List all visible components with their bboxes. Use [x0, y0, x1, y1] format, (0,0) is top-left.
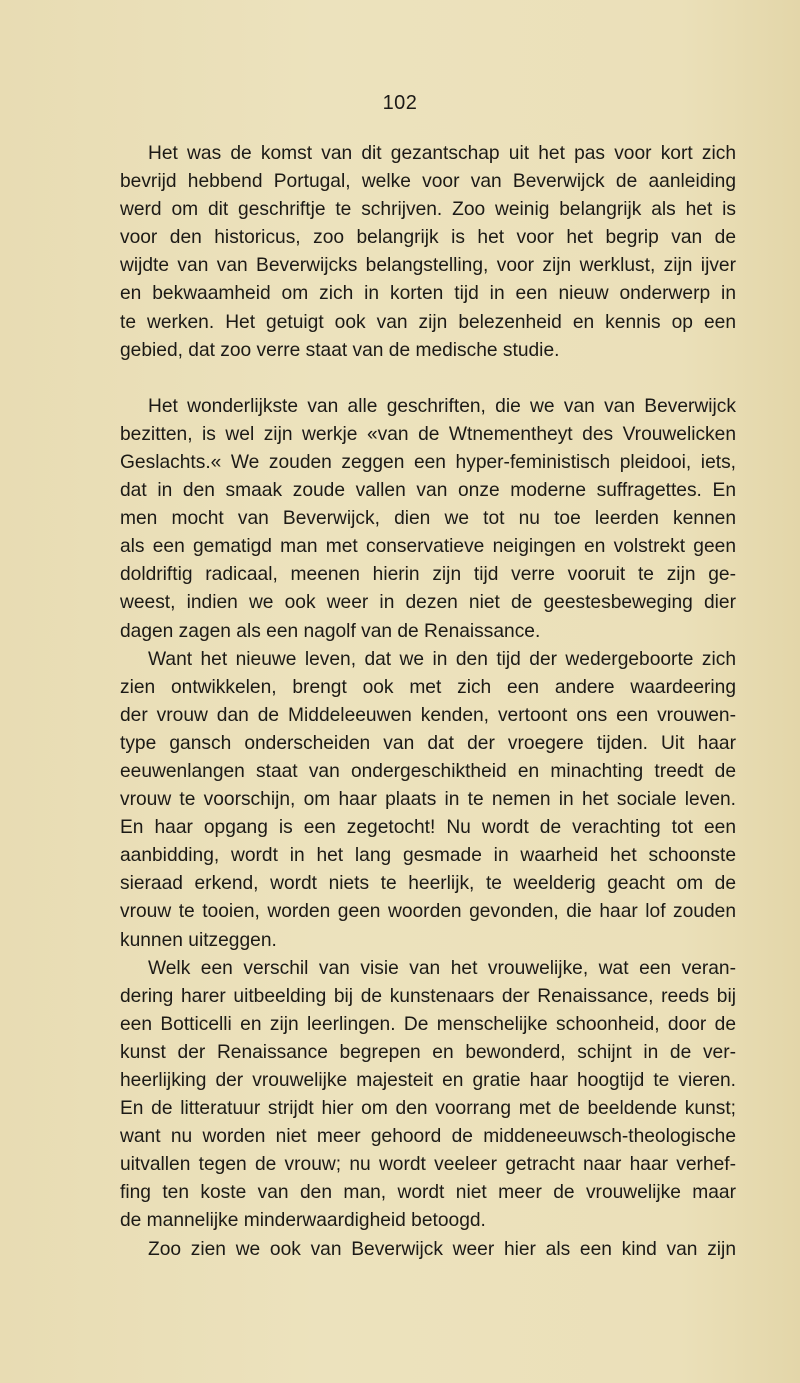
- text-line: zien ontwikkelen, brengt ook met zich een andere waardeering: [120, 676, 736, 698]
- text-line: uitvallen tegen de vrouw; nu wordt veeleer getracht naar haar verhef-: [120, 1154, 736, 1176]
- text-line: doldriftig radicaal, meenen hierin zijn tijd verre vooruit te zijn ge-: [120, 564, 736, 586]
- text-line: voor den historicus, zoo belangrijk is het voor het begrip van de: [120, 227, 736, 249]
- text-line: als een gematigd man met conservatieve neigingen en volstrekt geen: [120, 536, 736, 558]
- text-line: eeuwenlangen staat van ondergeschiktheid en minachting treedt de: [120, 760, 736, 782]
- paragraph: [120, 1236, 736, 1264]
- text-line: de mannelijke minderwaardigheid betoogd.: [120, 1210, 486, 1232]
- text-line: gebied, dat zoo verre staat van de medische studie.: [120, 339, 560, 361]
- text-line: dering harer uitbeelding bij de kunstenaars der Renaissance, reeds bij: [120, 985, 736, 1007]
- text-line: wijdte van van Beverwijcks belangstelling, voor zijn werklust, zijn ijver: [120, 255, 736, 277]
- page-number: 102: [382, 92, 418, 114]
- text-line: der vrouw dan de Middeleeuwen kenden, vertoont ons een vrouwen-: [120, 704, 736, 726]
- text-line: Zoo zien we ook van Beverwijck weer hier als een kind van zijn: [148, 1238, 736, 1260]
- text-line: Welk een verschil van visie van het vrouwelijke, wat een veran-: [148, 957, 736, 979]
- text-line: vrouw te tooien, worden geen woorden gevonden, die haar lof zouden: [120, 901, 736, 923]
- text-line: Geslachts.« We zouden zeggen een hyper-feministisch pleidooi, iets,: [120, 451, 736, 473]
- text-line: En haar opgang is een zegetocht! Nu wordt de verachting tot een: [120, 817, 736, 839]
- text-line: type gansch onderscheiden van dat der vroegere tijden. Uit haar: [120, 732, 736, 754]
- text-line: en bekwaamheid om zich in korten tijd in een nieuw onderwerp in: [120, 283, 736, 305]
- text-line: bevrijd hebbend Portugal, welke voor van Beverwijck de aanleiding: [120, 171, 736, 193]
- text-line: werd om dit geschriftje te schrijven. Zoo weinig belangrijk als het is: [120, 199, 736, 221]
- paragraph: [120, 646, 736, 955]
- text-line: een Botticelli en zijn leerlingen. De menschelijke schoonheid, door de: [120, 1013, 736, 1035]
- text-line: Het was de komst van dit gezantschap uit het pas voor kort zich: [148, 143, 736, 164]
- text-line: vrouw te voorschijn, om haar plaats in te nemen in het sociale leven.: [120, 789, 736, 811]
- text-line: Want het nieuwe leven, dat we in den tijd der wedergeboorte zich: [148, 648, 736, 670]
- text-line: fing ten koste van den man, wordt niet meer de vrouwelijke maar: [120, 1182, 736, 1204]
- text-line: sieraad erkend, wordt niets te heerlijk, te weelderig geacht om de: [120, 873, 736, 895]
- text-line: want nu worden niet meer gehoord de middeneeuwsch-theologische: [120, 1126, 736, 1148]
- text-line: Het wonderlijkste van alle geschriften, die we van van Beverwijck: [148, 395, 736, 417]
- text-line: kunnen uitzeggen.: [120, 929, 277, 951]
- text-line: bezitten, is wel zijn werkje «van de Wtnementheyt des Vrouwelicken: [120, 423, 736, 445]
- paragraph: [120, 140, 736, 365]
- text-line: kunst der Renaissance begrepen en bewonderd, schijnt in de ver-: [120, 1041, 736, 1063]
- text-line: En de litteratuur strijdt hier om den voorrang met de beeldende kunst;: [120, 1098, 736, 1120]
- text-line: te werken. Het getuigt ook van zijn belezenheid en kennis op een: [120, 311, 736, 333]
- text-line: men mocht van Beverwijck, dien we tot nu toe leerden kennen: [120, 508, 736, 530]
- text-line: weest, indien we ook weer in dezen niet de geestesbeweging dier: [120, 592, 736, 614]
- text-line: heerlijking der vrouwelijke majesteit en gratie haar hoogtijd te vieren.: [120, 1070, 736, 1091]
- paragraph: [120, 393, 736, 646]
- text-line: dat in den smaak zoude vallen van onze moderne suffragettes. En: [120, 480, 736, 502]
- paragraph-gap: [120, 365, 736, 393]
- paragraph: [120, 955, 736, 1236]
- body-text: [120, 140, 736, 1264]
- text-line: aanbidding, wordt in het lang gesmade in waarheid het schoonste: [120, 845, 736, 867]
- text-line: dagen zagen als een nagolf van de Renaissance.: [120, 620, 541, 642]
